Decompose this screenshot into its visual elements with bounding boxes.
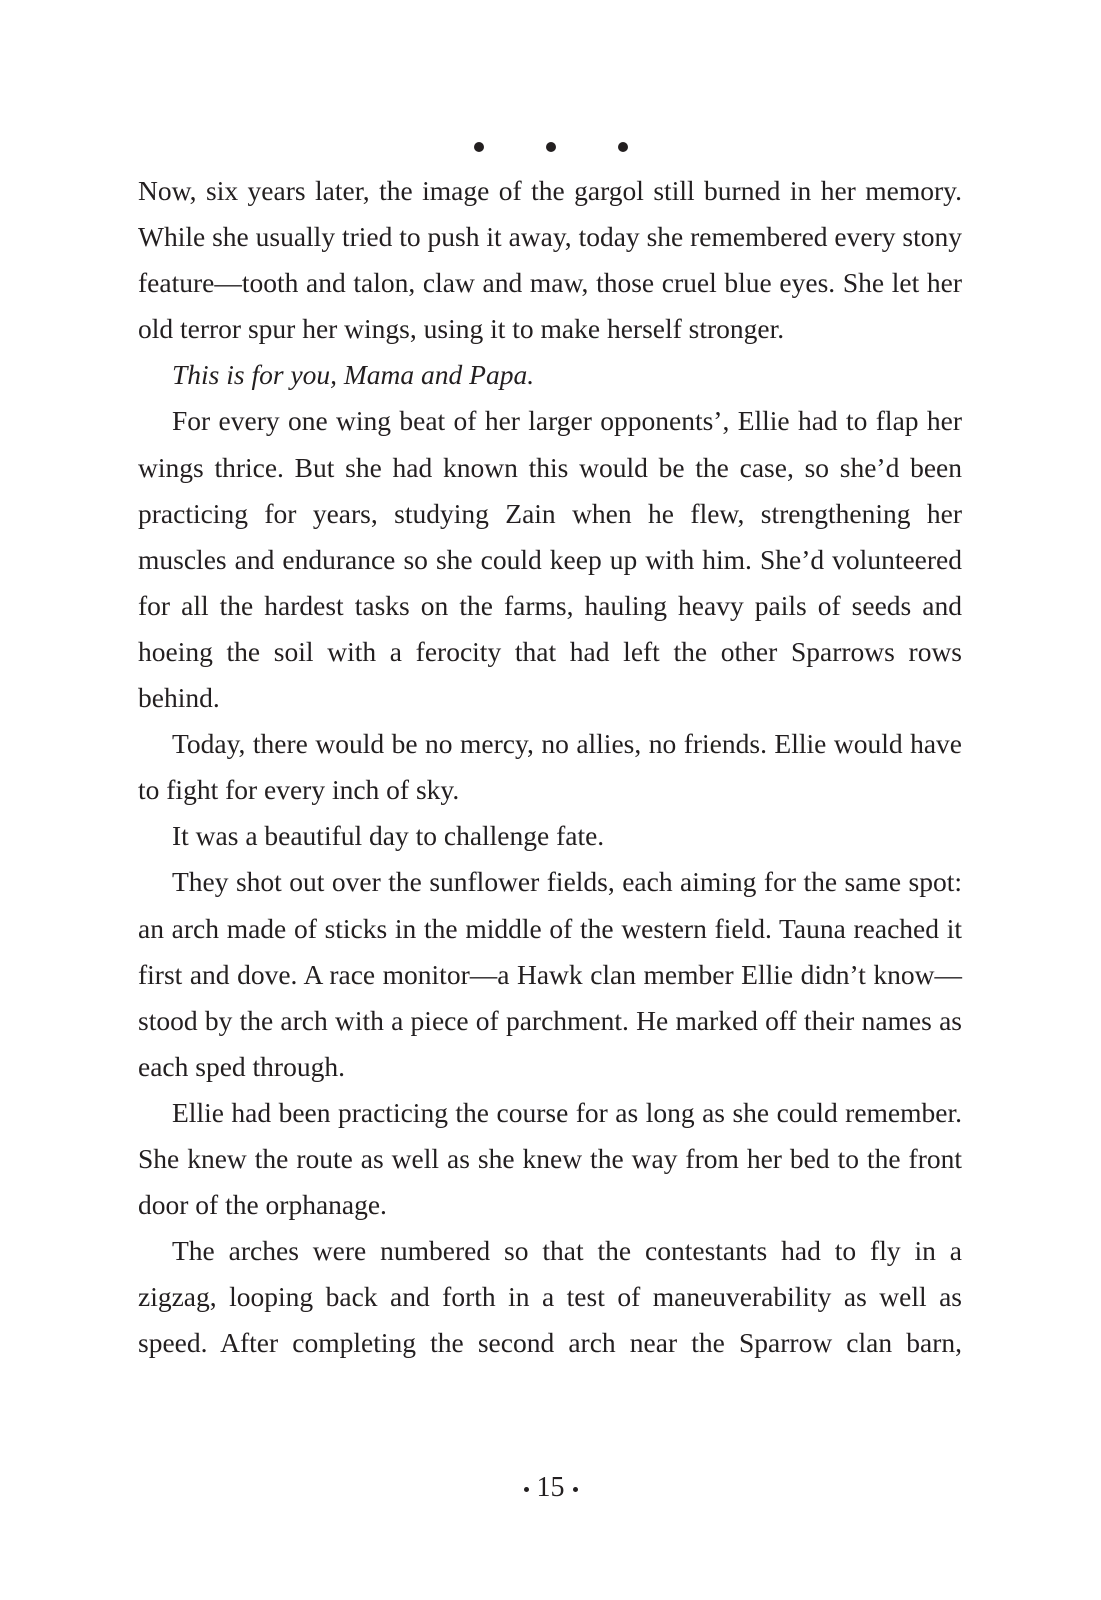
paragraph: They shot out over the sunflower fields, each aiming for the same spot: an arch made of sticks in the middle of the western field. Tauna reached it first and dove. A race monitor—a Hawk clan member Ellie didn’t know—stood by the arch with a piece of parchment. He marked off their names as each sped through. [138, 866, 962, 1082]
ornament-dot [474, 142, 484, 152]
paragraph: It was a beautiful day to challenge fate. [172, 820, 605, 852]
italic-thought: This is for you, Mama and Papa. [172, 359, 535, 391]
paragraph: For every one wing beat of her larger opponents’, Ellie had to flap her wings thrice. But she had known this would be the case, so she’d been practicing for years, studying Zain when he flew, strengthening her muscles and endurance so she could keep up with him. She’d volunteered for all the hardest tasks on the farms, hauling heavy pails of seeds and hoeing the soil with a ferocity that had left the other Sparrows rows behind. [138, 405, 962, 714]
ornament-dot [546, 142, 556, 152]
page-number-footer [0, 1468, 1101, 1508]
paragraph: The arches were numbered so that the contestants had to fly in a zigzag, looping back and forth in a test of maneuverability as well as speed. After completing the second arch near the Sparrow clan barn, [138, 1235, 962, 1359]
body-text [138, 168, 962, 1366]
ornament-dot [618, 142, 628, 152]
section-break-ornament [0, 128, 1101, 158]
paragraph: Today, there would be no mercy, no allies, no friends. Ellie would have to fight for every inch of sky. [138, 728, 962, 806]
paragraph: Now, six years later, the image of the gargol still burned in her memory. While she usually tried to push it away, today she remembered every stony feature—tooth and talon, claw and maw, those cruel blue eyes. She let her old terror spur her wings, using it to make herself stronger. [138, 175, 962, 345]
folio-dot [524, 1487, 529, 1492]
folio-dot [573, 1487, 578, 1492]
page-number: 15 [536, 1472, 565, 1503]
paragraph: Ellie had been practicing the course for as long as she could remember. She knew the route as well as she knew the way from her bed to the front door of the orphanage. [138, 1096, 962, 1221]
